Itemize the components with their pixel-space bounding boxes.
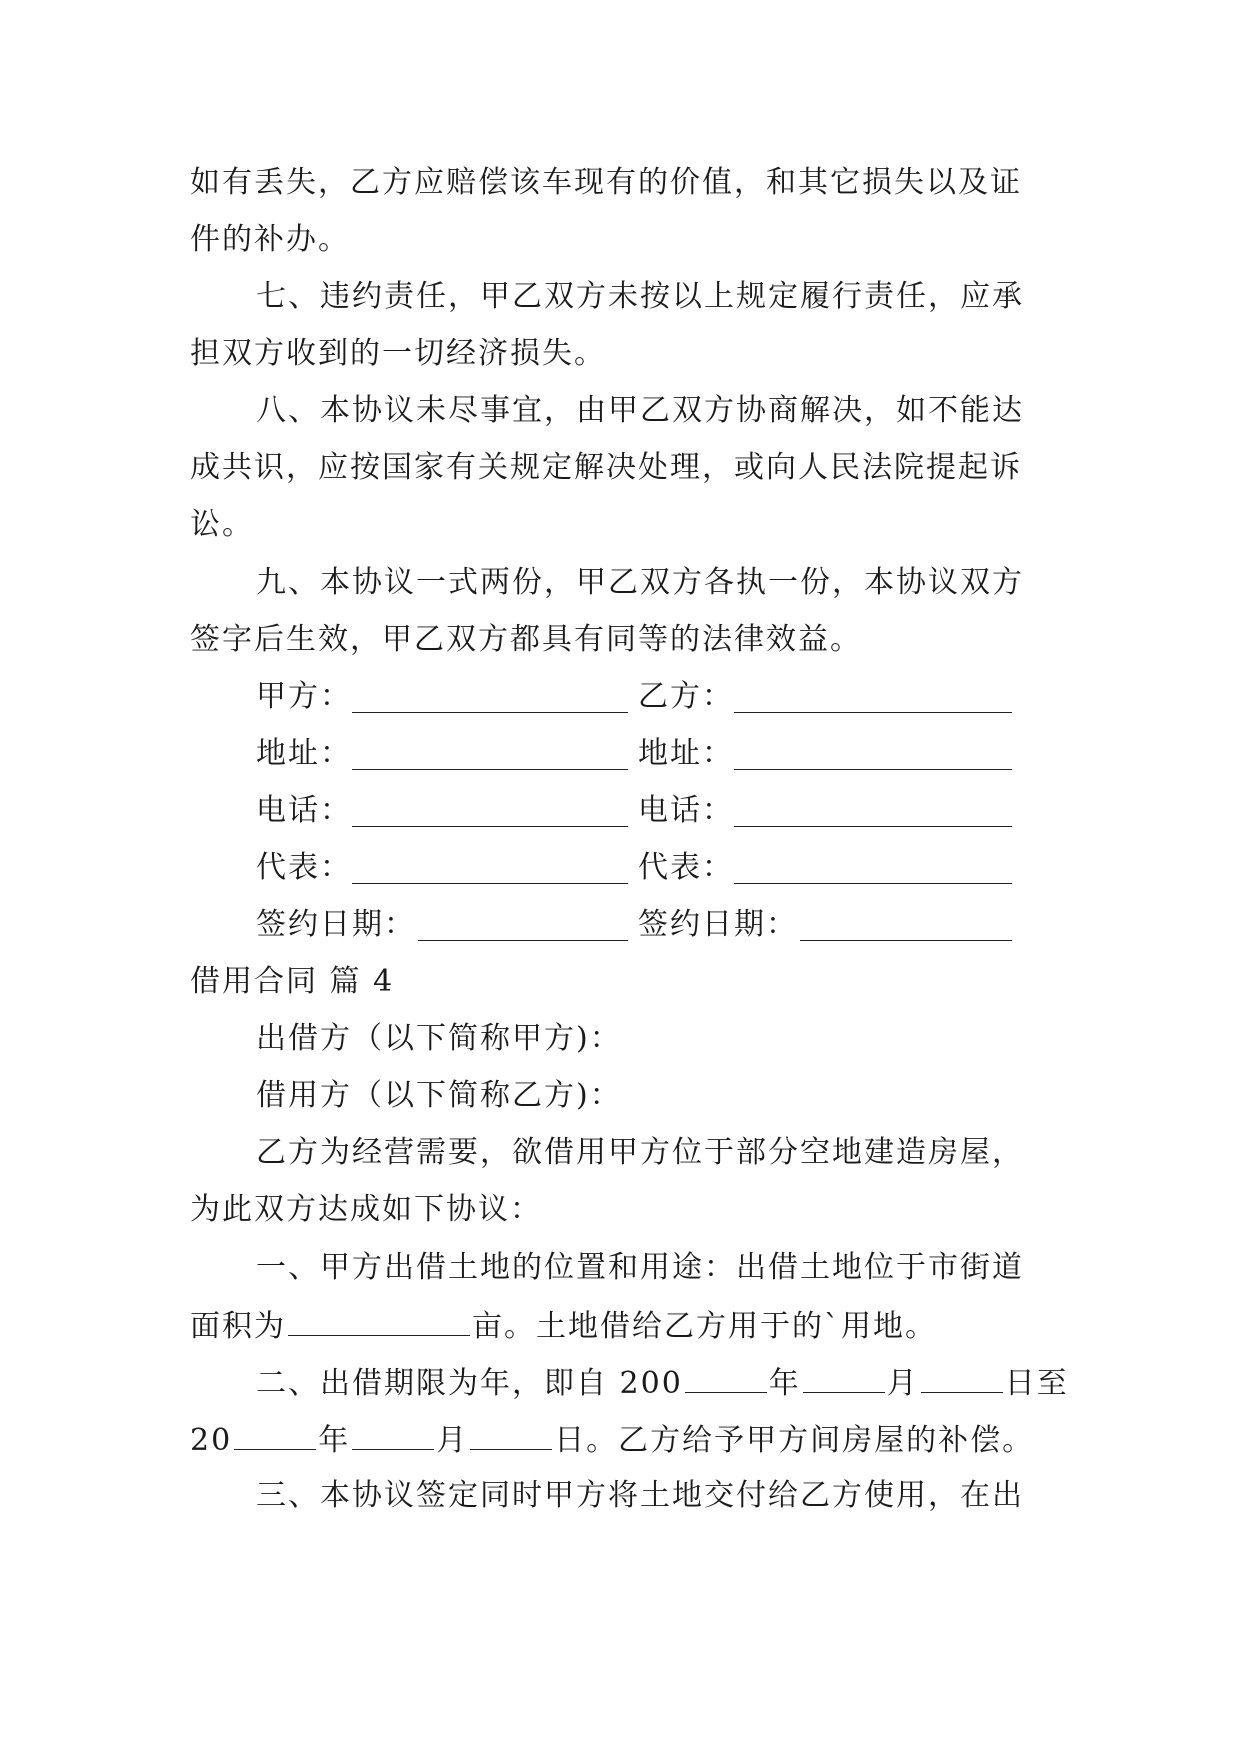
- borrower-line: 借用方（以下简称乙方)：: [256, 1078, 622, 1113]
- representative-b-label: 代表：: [638, 850, 734, 885]
- address-b-label: 地址：: [638, 736, 734, 771]
- clause-one-line: 一、甲方出借土地的位置和用途：出借土地位于市街道: [256, 1250, 1024, 1285]
- start-day-blank: [921, 1362, 1003, 1393]
- address-a-blank: [352, 769, 628, 770]
- intro-line: 为此双方达成如下协议：: [190, 1192, 542, 1227]
- paragraph-line: 担双方收到的一切经济损失。: [190, 336, 606, 371]
- area-label: 面积为: [190, 1309, 286, 1344]
- end-year-blank: [234, 1419, 316, 1450]
- month-label: 月: [436, 1423, 469, 1458]
- end-month-blank: [352, 1419, 434, 1450]
- end-year-prefix: 20: [190, 1423, 233, 1458]
- sign-date-a-blank: [418, 940, 628, 941]
- clause-three-line: 三、本协议签定同时甲方将土地交付给乙方使用，在出: [256, 1478, 1024, 1513]
- sign-date-b-blank: [800, 940, 1012, 941]
- year-label: 年: [768, 1366, 801, 1401]
- address-a-label: 地址：: [256, 736, 352, 771]
- phone-b-label: 电话：: [638, 793, 734, 828]
- party-a-blank: [352, 712, 628, 713]
- section-heading: 借用合同 篇 4: [190, 964, 395, 999]
- clause-seven-line: 七、违约责任，甲乙双方未按以上规定履行责任，应承: [256, 279, 1024, 314]
- sign-date-b-label: 签约日期：: [638, 907, 798, 942]
- address-b-blank: [734, 769, 1012, 770]
- phone-a-label: 电话：: [256, 793, 352, 828]
- phone-a-blank: [352, 826, 628, 827]
- party-a-label: 甲方：: [256, 679, 352, 714]
- period-start-text: 二、出借期限为年，即自 200: [256, 1366, 683, 1401]
- clause-one-area-line: [190, 1305, 937, 1347]
- clause-nine-line: 九、本协议一式两份，甲乙双方各执一份，本协议双方: [256, 565, 1024, 600]
- start-year-blank: [685, 1362, 767, 1393]
- compensation-text: 日。乙方给予甲方间房屋的补偿。: [554, 1423, 1035, 1458]
- phone-b-blank: [734, 826, 1012, 827]
- paragraph-line: 成共识，应按国家有关规定解决处理，或向人民法院提起诉: [190, 450, 1022, 485]
- representative-a-blank: [352, 883, 628, 884]
- party-b-blank: [734, 712, 1012, 713]
- clause-two-end-line: [190, 1419, 1034, 1461]
- representative-b-blank: [734, 883, 1012, 884]
- representative-a-label: 代表：: [256, 850, 352, 885]
- clause-eight-line: 八、本协议未尽事宜，由甲乙双方协商解决，如不能达: [256, 393, 1024, 428]
- paragraph-line: 讼。: [190, 507, 254, 542]
- area-suffix: 亩。土地借给乙方用于的`用地。: [472, 1309, 937, 1344]
- paragraph-line: 件的补办。: [190, 222, 350, 257]
- lender-line: 出借方（以下简称甲方)：: [256, 1021, 622, 1056]
- end-day-blank: [470, 1419, 552, 1450]
- intro-line: 乙方为经营需要，欲借用甲方位于部分空地建造房屋，: [256, 1135, 1024, 1170]
- clause-two-line: [256, 1362, 1069, 1404]
- paragraph-line: 如有丢失，乙方应赔偿该车现有的价值，和其它损失以及证: [190, 165, 1022, 200]
- day-to-label: 日至: [1004, 1366, 1069, 1401]
- paragraph-line: 签字后生效，甲乙双方都具有同等的法律效益。: [190, 622, 862, 657]
- sign-date-a-label: 签约日期：: [256, 907, 416, 942]
- party-b-label: 乙方：: [638, 679, 734, 714]
- area-blank: [288, 1305, 470, 1336]
- month-label: 月: [886, 1366, 919, 1401]
- start-month-blank: [803, 1362, 885, 1393]
- year-label: 年: [318, 1423, 351, 1458]
